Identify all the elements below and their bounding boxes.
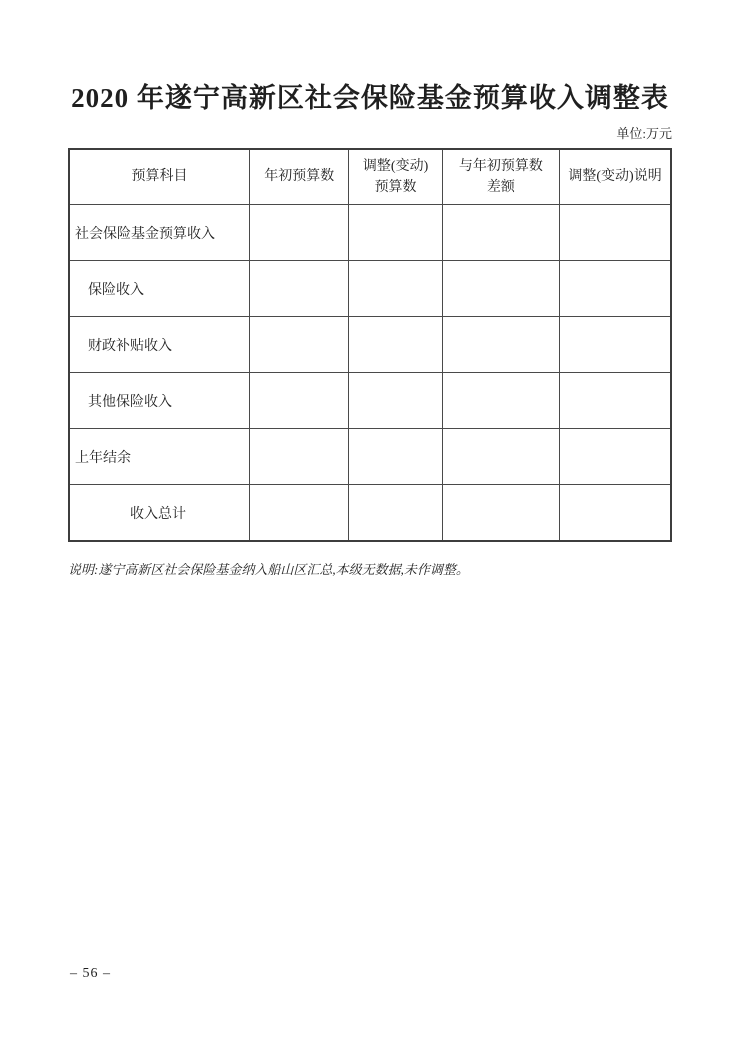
table-cell bbox=[442, 429, 559, 485]
table-cell bbox=[250, 261, 349, 317]
column-header-adjustment-explanation bbox=[560, 149, 671, 205]
row-label-cell: 保险收入 bbox=[69, 261, 250, 317]
table-cell bbox=[442, 205, 559, 261]
header-line: 差额 bbox=[486, 180, 515, 196]
column-header-initial-budget bbox=[250, 149, 349, 205]
table-cell bbox=[560, 261, 671, 317]
table-cell bbox=[560, 485, 671, 542]
row-label-cell: 收入总计 bbox=[69, 485, 250, 542]
table-row bbox=[69, 373, 671, 429]
table-cell bbox=[250, 485, 349, 542]
table-cell bbox=[250, 205, 349, 261]
table-cell bbox=[442, 485, 559, 542]
table-cell bbox=[442, 317, 559, 373]
table-cell bbox=[250, 373, 349, 429]
header-line: 年初预算数 bbox=[264, 169, 335, 185]
table-cell bbox=[560, 429, 671, 485]
row-label-cell: 社会保险基金预算收入 bbox=[69, 205, 250, 261]
header-line: 调整(变动) bbox=[362, 158, 429, 174]
column-header-difference bbox=[442, 149, 559, 205]
table-cell bbox=[349, 429, 442, 485]
table-cell bbox=[560, 373, 671, 429]
table-cell bbox=[349, 373, 442, 429]
unit-label: 单位:万元 bbox=[616, 125, 672, 141]
table-row bbox=[69, 261, 671, 317]
page-number: – 56 – bbox=[70, 966, 111, 981]
table-cell bbox=[442, 261, 559, 317]
unit-row bbox=[68, 126, 672, 142]
table-row bbox=[69, 205, 671, 261]
header-line: 与年初预算数 bbox=[458, 158, 543, 174]
table-header-row bbox=[69, 149, 671, 205]
header-line: 调整(变动)说明 bbox=[568, 169, 662, 185]
table-cell bbox=[560, 317, 671, 373]
column-header-adjusted-budget bbox=[349, 149, 442, 205]
table-cell bbox=[250, 317, 349, 373]
footnote: 说明:遂宁高新区社会保险基金纳入船山区汇总,本级无数据,未作调整。 bbox=[68, 562, 469, 578]
table-row bbox=[69, 317, 671, 373]
table-cell bbox=[250, 429, 349, 485]
table-cell bbox=[349, 261, 442, 317]
row-label-cell: 其他保险收入 bbox=[69, 373, 250, 429]
row-label-cell: 财政补贴收入 bbox=[69, 317, 250, 373]
table-cell bbox=[349, 485, 442, 542]
table-row bbox=[69, 485, 671, 542]
table-row bbox=[69, 429, 671, 485]
page-title: 2020 年遂宁高新区社会保险基金预算收入调整表 bbox=[71, 83, 669, 113]
budget-revenue-adjustment-table bbox=[68, 148, 672, 542]
table-cell bbox=[442, 373, 559, 429]
header-line: 预算科目 bbox=[131, 169, 188, 185]
row-label-cell: 上年结余 bbox=[69, 429, 250, 485]
table-cell bbox=[349, 317, 442, 373]
table-cell bbox=[349, 205, 442, 261]
table-cell bbox=[560, 205, 671, 261]
column-header-budget-subject bbox=[69, 149, 250, 205]
header-line: 预算数 bbox=[374, 180, 417, 196]
